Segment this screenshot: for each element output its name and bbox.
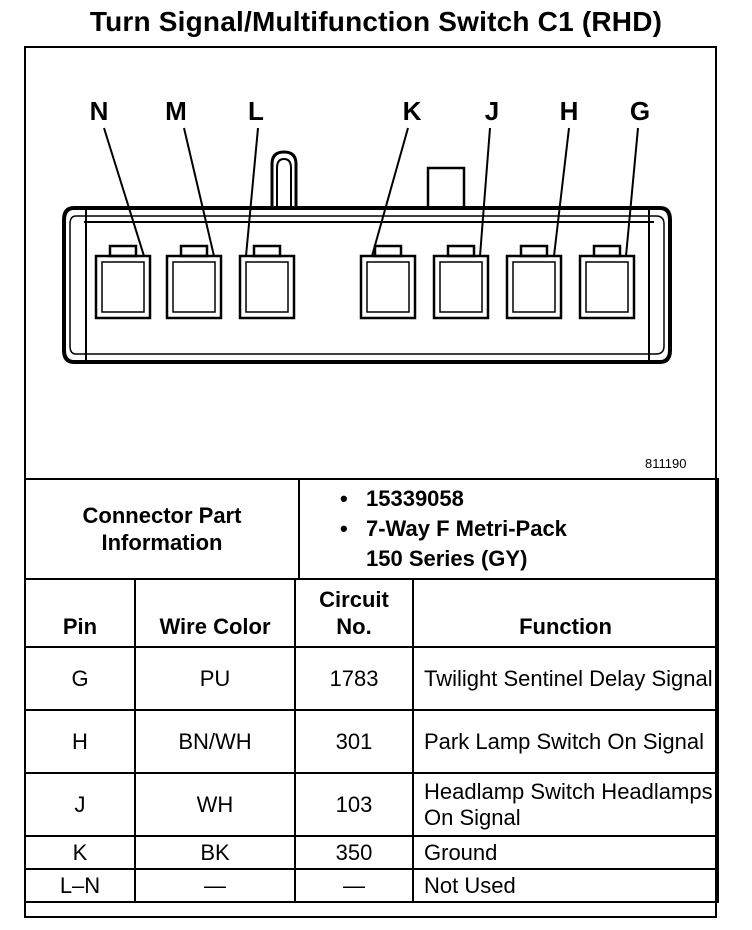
cell-function: Not Used [413,869,718,902]
cell-function: Twilight Sentinel Delay Signal [413,647,718,710]
header-circuit [295,579,413,647]
table-row [25,773,718,836]
header-pin: Pin [25,579,135,647]
connector-drawing [24,46,717,478]
connector-info-item: • 15339058 [340,486,464,511]
header-wire-color: Wire Color [135,579,295,647]
pin-label-m: M [165,96,187,126]
cell-pin: J [25,773,135,836]
part-number: 15339058 [366,486,464,511]
cell-circuit: — [295,869,413,902]
cell-circuit: 1783 [295,647,413,710]
cell-wire-color: WH [135,773,295,836]
pinout-table [24,578,719,903]
pin-label-j: J [484,96,500,126]
cell-circuit: 301 [295,710,413,773]
pin-label-l: L [248,96,264,126]
cell-pin: K [25,836,135,869]
connector-info-label [25,479,299,579]
cell-wire-color: PU [135,647,295,710]
figure-number: 811190 [645,456,687,471]
table-row [25,710,718,773]
connector-diagram [24,46,717,478]
table-row [25,836,718,869]
header-function: Function [413,579,718,647]
cell-pin: G [25,647,135,710]
pin-label-n: N [89,96,109,126]
pin-label-k: K [402,96,422,126]
table-row [25,869,718,902]
connector-type: 7-Way F Metri-Pack 150 Series (GY) [366,516,567,571]
pin-label-h: H [559,96,579,126]
cell-function: Ground [413,836,718,869]
cell-wire-color: — [135,869,295,902]
page-title: Turn Signal/Multifunction Switch C1 (RHD) [89,6,663,37]
header-circuit-text: Circuit No. [319,587,389,639]
table-row [25,647,718,710]
cell-pin: L–N [25,869,135,902]
connector-info-table [24,478,719,580]
connector-info-item: • 7-Way F Metri-Pack 150 Series (GY) [336,514,717,574]
cell-function: Park Lamp Switch On Signal [413,710,718,773]
pin-label-g: G [629,96,651,126]
cell-wire-color: BK [135,836,295,869]
connector-info-details [299,479,718,579]
cell-pin: H [25,710,135,773]
cell-circuit: 350 [295,836,413,869]
connector-info-label-text: Connector Part Information [82,503,242,555]
cell-function: Headlamp Switch Headlamps On Signal [413,773,718,836]
cell-wire-color: BN/WH [135,710,295,773]
cell-circuit: 103 [295,773,413,836]
